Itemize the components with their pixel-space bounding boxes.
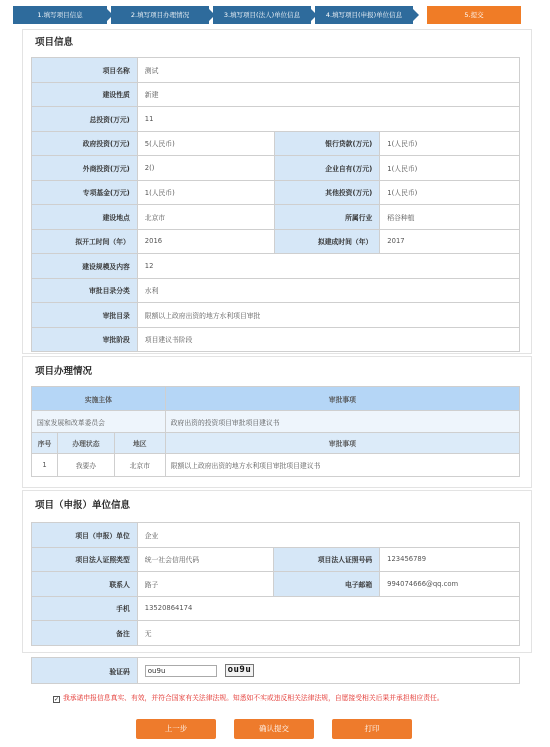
catalog-category-label: 审批目录分类: [32, 278, 138, 303]
captcha-table: [31, 657, 520, 684]
declare-unit-value: 企业: [137, 523, 519, 548]
col-item: 审批事项: [165, 433, 519, 454]
agreement-checkbox[interactable]: ✓: [54, 696, 60, 703]
phone-label: 手机: [32, 596, 138, 621]
start-year-value: 2016: [137, 229, 274, 254]
cert-no-value: 123456789: [380, 547, 520, 572]
col-region: 地区: [114, 433, 165, 454]
special-fund-value: 1(人民币): [137, 180, 274, 205]
remark-value: 无: [137, 621, 519, 646]
other-investment-label: 其他投资(万元): [274, 180, 380, 205]
declare-title: 项目（申报）单位信息: [35, 500, 131, 511]
step-1[interactable]: 1.填写项目信息: [13, 6, 107, 24]
head-subject: 实施主体: [32, 387, 166, 411]
approval-stage-label: 审批阶段: [32, 327, 138, 352]
build-scale-value: 12: [137, 254, 519, 279]
approval-catalog-value: 限额以上政府出资的地方水利项目审批: [137, 303, 519, 328]
foreign-investment-label: 外商投资(万元): [32, 156, 138, 181]
declare-table: [31, 522, 520, 646]
build-location-value: 北京市: [137, 205, 274, 230]
foreign-investment-value: 2(): [137, 156, 274, 181]
head-item: 审批事项: [165, 387, 519, 411]
print-button[interactable]: 打印: [332, 719, 412, 739]
agreement-text: 我承诺申报信息真实、有效，并符合国家有关法律法规。知悉如不实或违反相关法律法规，自愿接受相关后果并承担相应责任。: [63, 694, 444, 702]
self-funded-label: 企业自有(万元): [274, 156, 380, 181]
col-no: 序号: [32, 433, 58, 454]
remark-label: 备注: [32, 621, 138, 646]
prev-button[interactable]: 上一步: [136, 719, 216, 739]
cert-type-value: 统一社会信用代码: [137, 547, 274, 572]
step-5[interactable]: 5.提交: [427, 6, 521, 24]
row-status[interactable]: 我要办: [57, 454, 114, 477]
industry-value: 稻谷种植: [380, 205, 520, 230]
email-label: 电子邮箱: [274, 572, 380, 597]
subject-item: 政府出资的投资项目审批项目建议书: [165, 411, 519, 433]
confirm-submit-button[interactable]: 确认提交: [234, 719, 314, 739]
project-info-title: 项目信息: [35, 37, 74, 48]
captcha-label: 验证码: [32, 658, 138, 684]
step-4[interactable]: 4.填写项目(申报)单位信息: [315, 6, 413, 24]
process-table: [31, 386, 520, 477]
row-item: 限额以上政府出资的地方水利项目审批项目建议书: [165, 454, 519, 477]
project-info-table: [31, 57, 520, 352]
gov-investment-value: 5(人民币): [137, 131, 274, 156]
row-no: 1: [32, 454, 58, 477]
process-title: 项目办理情况: [35, 366, 93, 377]
email-value: 994074666@qq.com: [380, 572, 520, 597]
self-funded-value: 1(人民币): [380, 156, 520, 181]
end-year-value: 2017: [380, 229, 520, 254]
phone-value: 13520864174: [137, 596, 519, 621]
bank-loan-label: 银行贷款(万元): [274, 131, 380, 156]
approval-catalog-label: 审批目录: [32, 303, 138, 328]
bank-loan-value: 1(人民币): [380, 131, 520, 156]
row-region: 北京市: [114, 454, 165, 477]
project-name-value: 测试: [137, 58, 519, 83]
special-fund-label: 专项基金(万元): [32, 180, 138, 205]
step-2[interactable]: 2.填写项目办理情况: [111, 6, 209, 24]
project-name-label: 项目名称: [32, 58, 138, 83]
total-investment-label: 总投资(万元): [32, 107, 138, 132]
other-investment-value: 1(人民币): [380, 180, 520, 205]
step-bar: [13, 6, 523, 24]
industry-label: 所属行业: [274, 205, 380, 230]
catalog-category-value: 水利: [137, 278, 519, 303]
contact-value: 路子: [137, 572, 274, 597]
build-scale-label: 建设规模及内容: [32, 254, 138, 279]
total-investment-value: 11: [137, 107, 519, 132]
end-year-label: 拟建成时间（年）: [274, 229, 380, 254]
subject-name: 国家发展和改革委员会: [32, 411, 166, 433]
col-status: 办理状态: [57, 433, 114, 454]
build-nature-value: 新建: [137, 82, 519, 107]
step-3[interactable]: 3.填写项目(法人)单位信息: [213, 6, 311, 24]
agreement: [53, 693, 515, 704]
table-row: [32, 454, 520, 477]
captcha-image[interactable]: ou9u: [225, 664, 254, 677]
start-year-label: 拟开工时间（年）: [32, 229, 138, 254]
contact-label: 联系人: [32, 572, 138, 597]
cert-no-label: 项目法人证照号码: [274, 547, 380, 572]
approval-stage-value: 项目建议书阶段: [137, 327, 519, 352]
gov-investment-label: 政府投资(万元): [32, 131, 138, 156]
cert-type-label: 项目法人证照类型: [32, 547, 138, 572]
declare-unit-label: 项目（申报）单位: [32, 523, 138, 548]
captcha-input[interactable]: [145, 665, 217, 677]
build-location-label: 建设地点: [32, 205, 138, 230]
build-nature-label: 建设性质: [32, 82, 138, 107]
